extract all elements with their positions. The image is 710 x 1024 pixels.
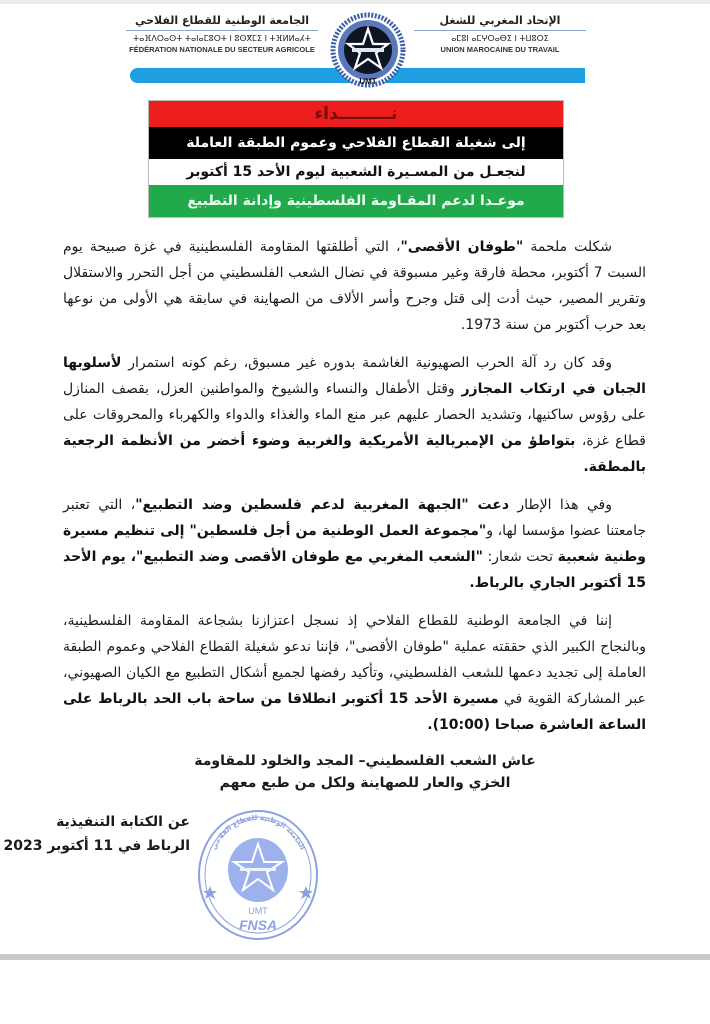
signature-office: عن الكتابة التنفيذية (56, 814, 190, 830)
banner-line-1: إلى شغيلة القطاع الفلاحي وعموم الطبقة العاملة (149, 127, 563, 159)
umt-name-arabic: الإتحاد المغربي للشغل (439, 14, 561, 27)
call-banner (148, 100, 564, 218)
text: وقتل الأطفال والنساء والشيوخ والمواطنين العزل، بقصف المنازل على رؤوس ساكنيها، وتشديد الحصار عليهم عبر منع الماء والغذاء والدواء والكهرباء والمحروقات على قطاع غزة، (63, 381, 646, 449)
signature-area (0, 804, 710, 954)
bold-text: بتواطؤ من الإمبريالية الأمريكية والغربية وضوء أخضر من الأنظمة الرجعية بالمطقة. (63, 433, 646, 475)
slogan-line-2: الخزي والعار للصهاينة ولكل من طبع معهم (219, 775, 511, 791)
text: ، التي تعتبر جامعتنا عضوا مؤسسا لها، و (63, 497, 646, 539)
stamp-ring-text: الجامعة الوطنية للقطاع الفلاحي (209, 813, 307, 852)
paragraph-2 (63, 350, 646, 480)
banner-line-2: لنجعـل من المسـيرة الشعبية ليوم الأحد 15 أكتوبر (149, 159, 563, 185)
umt-logo-label: UMT (359, 77, 377, 86)
letter-body (63, 234, 646, 738)
bold-text: مسيرة الأحد 15 أكتوبر انطلاقا من ساحة باب الحد بالرباط على الساعة العاشرة صباحا (10:00). (63, 691, 646, 733)
letterhead (0, 4, 710, 92)
text: وفي هذا الإطار (509, 497, 612, 513)
fnsa-stamp-icon (196, 808, 320, 942)
paragraph-3 (63, 492, 646, 596)
fnsa-name-arabic: الجامعة الوطنية للقطاع الفلاحي (134, 14, 310, 27)
bold-text: "طوفان الأقصى" (400, 239, 524, 255)
text: ، التي أطلقتها المقاومة الفلسطينية في غزة صبيحة يوم السبت 7 أكتوبر، محطة فارقة وغير مسبوقة في نضال الشعب الفلسطيني من أجل التحرر والاستقلال وتقرير المصير، حيث أدت إلى قتل وجرح وأسر الألاف من الصهاينة في سابقة هي الأولى من نوعها بعد حرب أكتوبر من سنة 1973. (63, 239, 646, 333)
closing-slogans (160, 750, 570, 794)
stamp-bottom-label: FNSA (238, 917, 278, 933)
banner-title: نـــــــــداء (149, 101, 563, 127)
divider (126, 30, 318, 31)
paragraph-1 (63, 234, 646, 338)
paragraph-4 (63, 608, 646, 738)
text: شكلت ملحمة (523, 239, 613, 255)
bold-text: "مجموعة العمل الوطنية من أجل فلسطين" إلى تنظيم مسيرة وطنية شعبية (63, 523, 646, 565)
banner-line-3: موعـدا لدعم المقـاومة الفلسطينية وإدانة التطبيع (149, 185, 563, 217)
divider (414, 30, 586, 31)
umt-name-tifinagh: ⴰⵎⵓⵏ ⴰⵎⵖⵔⴰⴱⵉ ⵏ ⵜⵡⵓⵔⵉ (451, 34, 549, 43)
fnsa-header (122, 14, 322, 55)
umt-logo-icon (330, 12, 406, 88)
umt-name-french: UNION MAROCAINE DU TRAVAIL (440, 45, 560, 54)
signature-date-place: الرباط في 11 أكتوبر 2023 (3, 838, 190, 854)
umt-header (410, 14, 590, 55)
stamp-center-label: UMT (248, 906, 268, 916)
slogan-line-1: عاش الشعب الفلسطيني– المجد والخلود للمقاومة (194, 753, 536, 769)
fnsa-name-french: FÉDÉRATION NATIONALE DU SECTEUR AGRICOLE (129, 45, 315, 54)
text: تحت شعار: (482, 549, 558, 565)
bold-text: "الشعب المغربي مع طوفان الأقصى وضد التطبيع"، يوم الأحد 15 أكتوبر الجاري بالرباط. (63, 549, 646, 591)
text: وقد كان رد آلة الحرب الصهيونية الغاشمة بدوره غير مسبوق، رغم كونه استمرار (121, 355, 612, 371)
bold-text: دعت "الجبهة المغربية لدعم فلسطين وضد التطبيع" (135, 497, 510, 513)
fnsa-name-tifinagh: ⵜⴰⴼⴷⵔⴰⵙⵜ ⵜⴰⵏⴰⵎⵓⵔⵜ ⵏ ⵓⵙⴳⵎⵉ ⵏ ⵜⴼⵍⵍⴰⵃⵜ (133, 34, 311, 43)
signature-block (3, 810, 190, 858)
bottom-edge (0, 954, 710, 960)
bold-text: لأسلوبها الجبان في ارتكاب المجازر (63, 355, 646, 397)
text: إننا في الجامعة الوطنية للقطاع الفلاحي إذ نسجل اعتزازنا بشجاعة المقاومة الفلسطينية، وبالنجاح الكبير الذي حققته عملية "طوفان الأقصى"، فإننا ندعو شغيلة القطاع الفلاحي وعموم الطبقة العاملة إلى تجديد دعمها للشعب الفلسطيني، وتأكيد رفضها لجميع أشكال التطبيع مع الكيان الصهيوني، عبر المشاركة القوية في (63, 613, 646, 707)
